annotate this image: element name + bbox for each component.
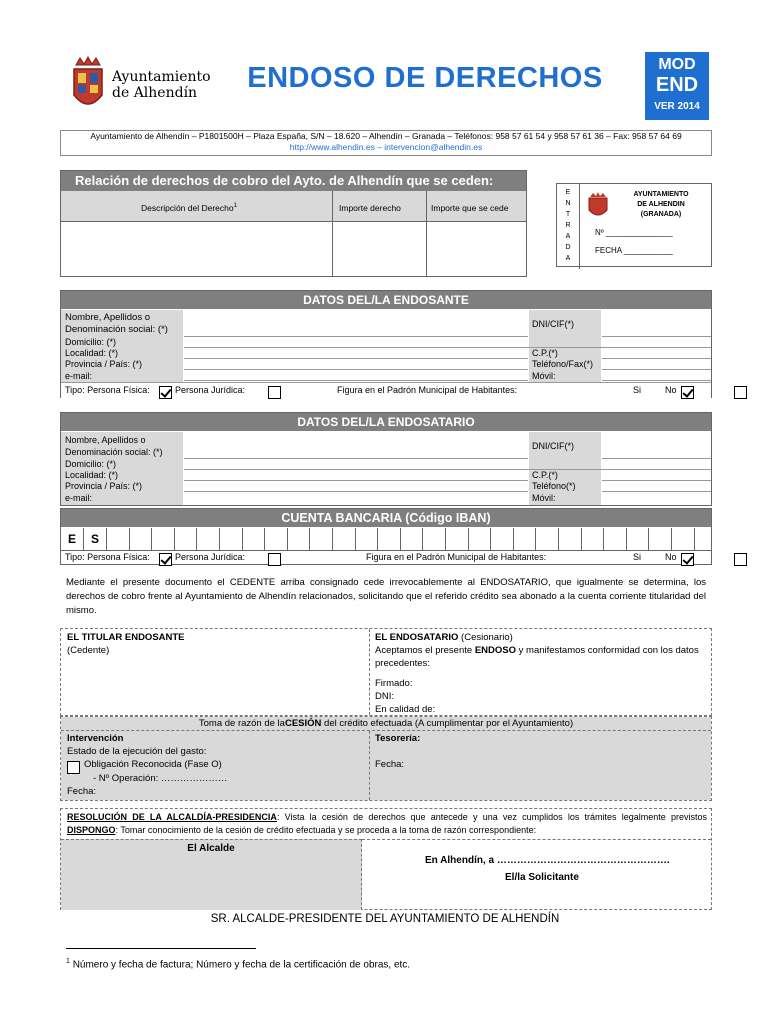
- iban-digit-cell[interactable]: [197, 528, 220, 550]
- endosatario-title: DATOS DEL/LA ENDOSATARIO: [61, 413, 711, 431]
- iban-digit-cell[interactable]: [559, 528, 582, 550]
- endosatario-movil-input[interactable]: [602, 491, 711, 504]
- iban-digit-cell[interactable]: [175, 528, 198, 550]
- iban-digit-cell[interactable]: [423, 528, 446, 550]
- tipo-fisica-label: Tipo: Persona Física:: [65, 385, 150, 395]
- solicitante-signature-area[interactable]: [362, 839, 711, 910]
- iban-digit-cell[interactable]: [604, 528, 627, 550]
- importe-cede-input[interactable]: [427, 222, 525, 276]
- col-importe-cede: Importe que se cede: [431, 203, 509, 213]
- iban-tipo-juridica-label: Persona Jurídica:: [175, 552, 246, 562]
- endosatario-nombre-label: Nombre, Apellidos o Denominación social: (*): [65, 435, 163, 457]
- model-badge: [645, 52, 709, 120]
- stamp-date[interactable]: FECHA ___________: [595, 246, 673, 255]
- footnote-divider: [66, 948, 256, 949]
- rights-header: [61, 191, 526, 222]
- endosante-nombre-label: Nombre, Apellidos o Denominación social: (*): [65, 312, 168, 335]
- titular-label: EL TITULAR ENDOSANTE: [67, 632, 185, 643]
- address-box: [60, 130, 712, 156]
- entry-stamp: [556, 183, 712, 267]
- endosatario-localidad-label: Localidad: (*): [65, 470, 119, 480]
- resolution-box: [60, 808, 712, 910]
- iban-title: CUENTA BANCARIA (Código IBAN): [61, 509, 711, 527]
- endosatario-label: EL ENDOSATARIO (Cesionario): [375, 632, 513, 643]
- toma-razon-title: Toma de razón de laCESIÓN del crédito efectuada (A cumplimentar por el Ayuntamiento): [61, 717, 711, 731]
- iban-tipo-row: [61, 551, 711, 564]
- persona-fisica-checkbox[interactable]: [159, 386, 172, 399]
- endosante-movil-input[interactable]: [602, 369, 711, 381]
- endosatario-section: [60, 412, 712, 506]
- endosante-email-label: e-mail:: [65, 371, 93, 381]
- iban-no-label: No: [665, 552, 677, 562]
- importe-derecho-input[interactable]: [333, 222, 425, 276]
- endosatario-nombre-input[interactable]: [184, 432, 528, 459]
- alhendin-date: En Alhendín, a …………………………………………….: [425, 855, 670, 866]
- endosante-movil-label: Móvil:: [532, 371, 556, 381]
- iban-digit-cell[interactable]: [627, 528, 650, 550]
- padron-si-checkbox[interactable]: [681, 386, 694, 399]
- persona-juridica-checkbox[interactable]: [268, 386, 281, 399]
- endosante-section: [60, 290, 712, 398]
- iban-section: [60, 508, 712, 565]
- iban-digit-cell[interactable]: [288, 528, 311, 550]
- page-title: ENDOSO DE DERECHOS: [247, 62, 603, 94]
- resolution-text: RESOLUCIÓN DE LA ALCALDÍA-PRESIDENCIA: Vista la cesión de derechos que antecede y una vez cumplidos los trámites legalmente previstos DISPONGO: Tomar conocimiento de la cesión de crédito efectuada y se proceda a la toma de razón correspondiente:: [67, 812, 707, 835]
- endosante-localidad-label: Localidad: (*): [65, 348, 119, 358]
- endosatario-provincia-label: Provincia / País: (*): [65, 481, 143, 491]
- endosante-domicilio-label: Domicilio: (*): [65, 337, 117, 347]
- intervencion-fecha-label: Fecha:: [67, 786, 97, 797]
- operacion-label: - Nº Operación: …………………: [93, 773, 228, 784]
- iban-padron-label: Figura en el Padrón Municipal de Habitantes:: [366, 552, 547, 562]
- endosatario-cp-label: C.P.(*): [532, 470, 558, 480]
- alcalde-label: El Alcalde: [187, 843, 235, 854]
- iban-row: [61, 528, 711, 551]
- iban-digit-cell[interactable]: [220, 528, 243, 550]
- col-description: Descripción del Derecho$^1$: [141, 203, 237, 213]
- padron-no-checkbox[interactable]: [734, 386, 747, 399]
- iban-digit-cell[interactable]: [265, 528, 288, 550]
- endosatario-dni-input[interactable]: [602, 432, 711, 459]
- iban-tipo-fisica-label: Tipo: Persona Física:: [65, 552, 150, 562]
- col-importe-derecho: Importe derecho: [339, 203, 401, 213]
- endosante-telefono-label: Teléfono/Fax(*): [532, 359, 594, 369]
- padron-label: Figura en el Padrón Municipal de Habitantes:: [337, 385, 518, 395]
- toma-razon-box: [60, 716, 712, 801]
- entrada-letters: E N T R A D A: [557, 184, 580, 269]
- firmado-label: Firmado:: [375, 678, 413, 689]
- footnote: $^1$ Número y fecha de factura; Número y fecha de la certificación de obras, etc.: [66, 958, 411, 971]
- acepta-text: Aceptamos el presente ENDOSO y manifestamos conformidad con los datos precedentes:: [375, 645, 699, 669]
- iban-digit-cell[interactable]: [582, 528, 605, 550]
- endosatario-telefono-label: Teléfono(*): [532, 481, 576, 491]
- tipo-juridica-label: Persona Jurídica:: [175, 385, 246, 395]
- endosatario-movil-label: Móvil:: [532, 493, 556, 503]
- endosante-tipo-row: [61, 382, 711, 398]
- coat-of-arms-small-icon: [587, 192, 609, 220]
- endosante-title: DATOS DEL/LA ENDOSANTE: [61, 291, 711, 309]
- iban-country-e: E: [61, 528, 84, 550]
- endosatario-email-input[interactable]: [184, 491, 528, 504]
- iban-si-label: Si: [633, 552, 642, 562]
- addressee: SR. ALCALDE-PRESIDENTE DEL AYUNTAMIENTO DE ALHENDÍN: [210, 913, 560, 925]
- ayuntamiento-logo: [68, 55, 211, 115]
- endosante-cp-label: C.P.(*): [532, 348, 558, 358]
- iban-digit-cell[interactable]: [130, 528, 153, 550]
- iban-country-s: S: [84, 528, 107, 550]
- tesoreria-label: Tesorería:: [375, 733, 421, 744]
- signatures-box: [60, 628, 712, 716]
- iban-digit-cell[interactable]: [672, 528, 695, 550]
- iban-digit-cell[interactable]: [401, 528, 424, 550]
- stamp-number[interactable]: Nº _______________: [595, 228, 673, 237]
- obligacion-checkbox[interactable]: [67, 761, 80, 774]
- iban-si-checkbox[interactable]: [681, 553, 694, 566]
- stamp-org: AYUNTAMIENTO DE ALHENDIN (GRANADA): [633, 191, 689, 218]
- logo-text: Ayuntamiento de Alhendín: [112, 69, 211, 101]
- iban-digit-cell[interactable]: [152, 528, 175, 550]
- intervencion-label: Intervención: [67, 733, 124, 744]
- iban-digit-cell[interactable]: [310, 528, 333, 550]
- padron-no-label: No: [665, 385, 677, 395]
- padron-si-label: Si: [633, 385, 642, 395]
- endosatario-email-label: e-mail:: [65, 493, 93, 503]
- endosante-nombre-input[interactable]: [184, 310, 528, 337]
- declaration-text: Mediante el presente documento el CEDENTE arriba consignado cede irrevocablemente al ENDOSATARIO, que igualmente se determina, los derechos de cobro frente al Ayuntamiento de Alhendín relacionados, solicitando que el referido crédito sea abonado a la cuenta corriente titularidad del mismo.: [66, 577, 706, 616]
- iban-digit-cell[interactable]: [356, 528, 379, 550]
- rights-table: [60, 170, 527, 277]
- iban-digit-cell[interactable]: [333, 528, 356, 550]
- iban-persona-juridica-checkbox[interactable]: [268, 553, 281, 566]
- iban-digit-cell[interactable]: [378, 528, 401, 550]
- iban-digit-cell[interactable]: [491, 528, 514, 550]
- iban-digit-cell[interactable]: [107, 528, 130, 550]
- alcalde-signature-area[interactable]: [61, 839, 362, 910]
- iban-no-checkbox[interactable]: [734, 553, 747, 566]
- mod-label: MOD: [658, 56, 696, 73]
- endosante-email-input[interactable]: [184, 369, 528, 381]
- iban-digit-cell[interactable]: [649, 528, 672, 550]
- description-input[interactable]: [61, 222, 331, 276]
- web-email-links[interactable]: http://www.alhendin.es – intervencion@alhendin.es: [289, 142, 483, 152]
- estado-label: Estado de la ejecución del gasto:: [67, 746, 207, 757]
- address-line: Ayuntamiento de Alhendín – P1801500H – Plaza España, S/N – 18.620 – Alhendín – Granada – Teléfonos: 958 57 61 54 y 958 57 61 36 – Fax: 958 57 64 69: [90, 131, 682, 141]
- iban-digit-cell[interactable]: [514, 528, 537, 550]
- dni-label: DNI:: [375, 691, 394, 702]
- calidad-label: En calidad de:: [375, 704, 436, 715]
- mod-version: VER 2014: [654, 101, 700, 112]
- iban-digit-cell[interactable]: [469, 528, 492, 550]
- iban-digit-cell[interactable]: [536, 528, 559, 550]
- endosatario-domicilio-label: Domicilio: (*): [65, 459, 117, 469]
- rights-title: Relación de derechos de cobro del Ayto. de Alhendín que se ceden:: [61, 171, 526, 191]
- endosante-provincia-label: Provincia / País: (*): [65, 359, 143, 369]
- iban-persona-fisica-checkbox[interactable]: [159, 553, 172, 566]
- mod-code: END: [655, 74, 699, 96]
- endosatario-dni-label: DNI/CIF(*): [532, 441, 574, 451]
- solicitante-label: El/la Solicitante: [505, 872, 579, 883]
- tesoreria-fecha-label: Fecha:: [375, 759, 405, 770]
- obligacion-label: Obligación Reconocida (Fase O): [84, 759, 222, 770]
- iban-digit-cell[interactable]: [446, 528, 469, 550]
- endosante-dni-input[interactable]: [602, 310, 711, 337]
- iban-digit-cell[interactable]: [243, 528, 266, 550]
- cedente-label: (Cedente): [67, 645, 110, 656]
- endosante-dni-label: DNI/CIF(*): [532, 319, 574, 329]
